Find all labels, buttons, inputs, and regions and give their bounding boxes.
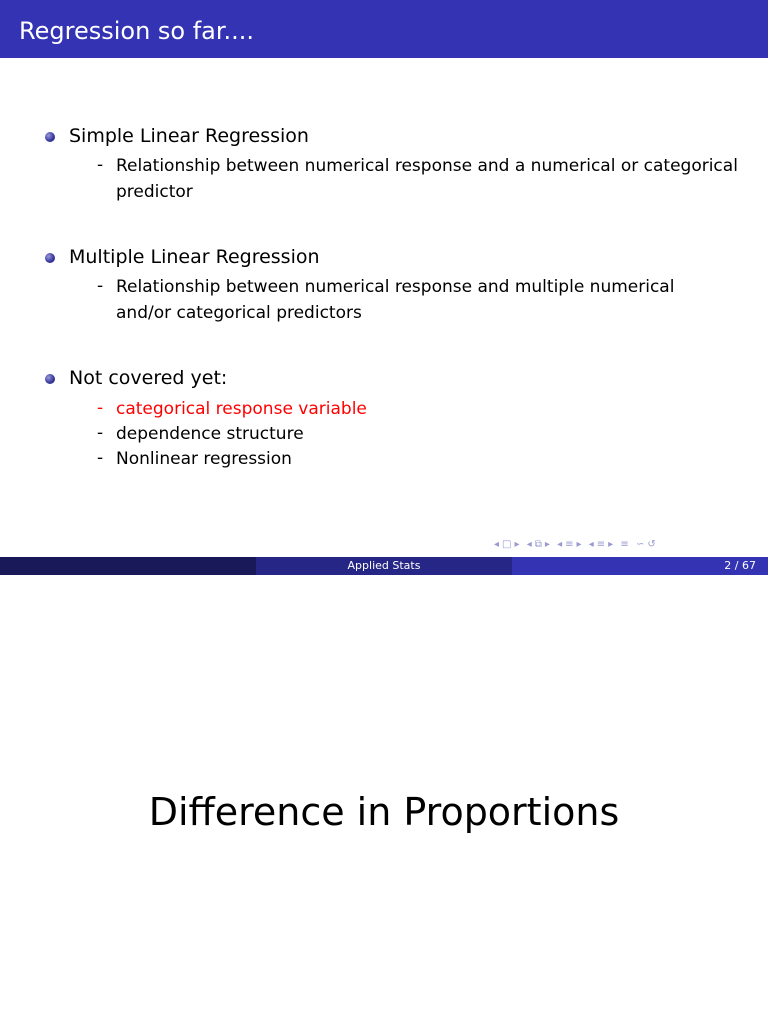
subsection-icon[interactable]: ⧉ xyxy=(534,539,543,550)
footline xyxy=(0,557,768,575)
sub-bullet-dash: - xyxy=(97,276,104,296)
next-frame-icon[interactable]: ▸ xyxy=(514,539,521,550)
sub-bullet-dash: - xyxy=(97,155,104,175)
bullet-label: Multiple Linear Regression xyxy=(69,246,320,268)
sub-bullet-dash: - xyxy=(97,423,104,443)
bullet-ball-icon xyxy=(45,132,55,142)
footer-course-title: Applied Stats xyxy=(347,559,421,572)
beamer-navigation-bar xyxy=(494,538,659,552)
frame-title: Regression so far.... xyxy=(19,17,255,45)
frame-title-bar xyxy=(0,0,768,58)
prev-section-icon[interactable]: ◂ xyxy=(557,539,564,550)
bullet-ball-icon xyxy=(45,253,55,263)
footline-right-panel xyxy=(512,557,768,575)
sub-bullet-dash: - xyxy=(97,398,104,418)
next-section-icon[interactable]: ▸ xyxy=(576,539,583,550)
next-document-icon[interactable]: ▸ xyxy=(608,539,615,550)
section-title: Difference in Proportions xyxy=(148,790,620,834)
footline-left-panel xyxy=(0,557,256,575)
sub-bullet-text: Nonlinear regression xyxy=(116,449,292,469)
search-icon[interactable]: ∽ xyxy=(635,539,646,550)
prev-subsection-icon[interactable]: ◂ xyxy=(526,539,533,550)
bullet-ball-icon xyxy=(45,374,55,384)
sub-bullet-text: Relationship between numerical response and a numerical or categorical predictor xyxy=(116,156,738,202)
zoom-back-icon[interactable]: ↺ xyxy=(647,539,657,550)
frame-icon[interactable]: □ xyxy=(502,539,513,550)
slide-difference-in-proportions xyxy=(0,576,768,1024)
sub-bullet-text: Relationship between numerical response and multiple numerical and/or categorical predictors xyxy=(116,277,675,323)
footline-center-panel xyxy=(256,557,512,575)
bullet-label: Simple Linear Regression xyxy=(69,125,309,147)
appendix-icon[interactable]: ≡ xyxy=(620,539,630,550)
prev-frame-icon[interactable]: ◂ xyxy=(494,539,501,550)
sub-bullet-text: dependence structure xyxy=(116,424,304,444)
bullet-label: Not covered yet: xyxy=(69,367,228,389)
section-icon[interactable]: ≡ xyxy=(565,539,575,550)
page-number: 2 / 67 xyxy=(724,559,756,572)
next-subsection-icon[interactable]: ▸ xyxy=(544,539,551,550)
sub-bullet-text-highlight: categorical response variable xyxy=(116,399,367,419)
sub-bullet-dash: - xyxy=(97,448,104,468)
prev-document-icon[interactable]: ◂ xyxy=(588,539,595,550)
document-icon[interactable]: ≡ xyxy=(596,539,607,550)
